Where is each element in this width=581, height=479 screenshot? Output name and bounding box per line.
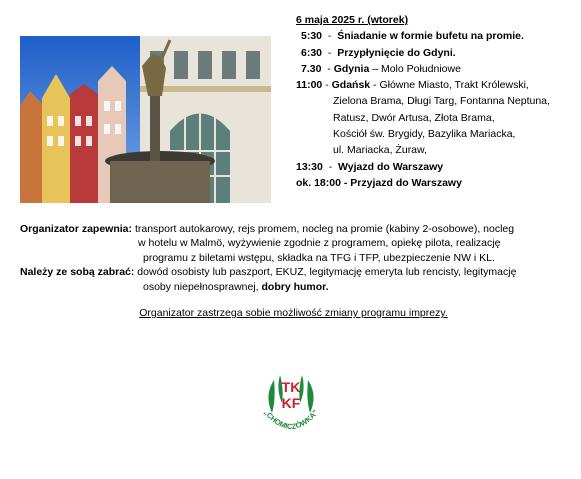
schedule-item-arrival: ok. 18:00 - Przyjazd do Warszawy <box>296 176 462 189</box>
logo-letters-top: TK <box>281 379 301 395</box>
gdansk-neptune-fountain-photo <box>20 36 271 203</box>
schedule-item-continued: Zielona Brama, Długi Targ, Fontanna Neptuna, <box>333 95 550 108</box>
program-change-note: Organizator zastrzega sobie możliwość zmiany programu imprezy. <box>139 307 448 319</box>
schedule-item-continued: Ratusz, Dwór Artusa, Złota Brama, <box>333 111 495 124</box>
chomiczowka-logo <box>246 375 336 445</box>
svg-text:„CHOMICZÓWKA" <box>262 408 320 432</box>
organizer-provides-cont: w hotelu w Malmö, wyżywienie zgodnie z programem, opiekę pilota, realizację <box>138 237 501 250</box>
logo-name: „CHOMICZÓWKA" <box>262 407 320 432</box>
organizer-provides-cont: programu z biletami wstępu, składka na TFG i TFP, ubezpieczenie NW i KL. <box>143 251 495 264</box>
what-to-bring: Należy ze sobą zabrać: dowód osobisty lub paszport, EKUZ, legitymację emeryta lub rencisty, legitymację <box>20 266 517 279</box>
trip-info <box>20 222 565 294</box>
schedule-item-continued: Kościół św. Brygidy, Bazylika Mariacka, <box>333 128 516 141</box>
schedule-item-continued: ul. Mariacka, Żuraw, <box>333 144 427 157</box>
schedule <box>296 12 550 191</box>
schedule-item-departure: 13:30 - Wyjazd do Warszawy <box>296 160 444 173</box>
schedule-item: 6:30 - Przypłynięcie do Gdyni. <box>301 46 456 59</box>
schedule-date: 6 maja 2025 r. (wtorek) <box>296 14 409 26</box>
organizer-provides: Organizator zapewnia: transport autokarowy, rejs promem, nocleg na promie (kabiny 2-osobowe), nocleg <box>20 223 515 235</box>
schedule-item: 7.30 - Gdynia – Molo Południowe <box>301 62 461 75</box>
schedule-item: 11:00 - Gdańsk - Główne Miasto, Trakt Królewski, <box>296 79 529 92</box>
schedule-item: 5:30 - Śniadanie w formie bufetu na promie. <box>301 30 524 43</box>
what-to-bring-cont: osoby niepełnosprawnej, dobry humor. <box>143 280 329 293</box>
logo-letters-bottom: KF <box>281 395 301 411</box>
